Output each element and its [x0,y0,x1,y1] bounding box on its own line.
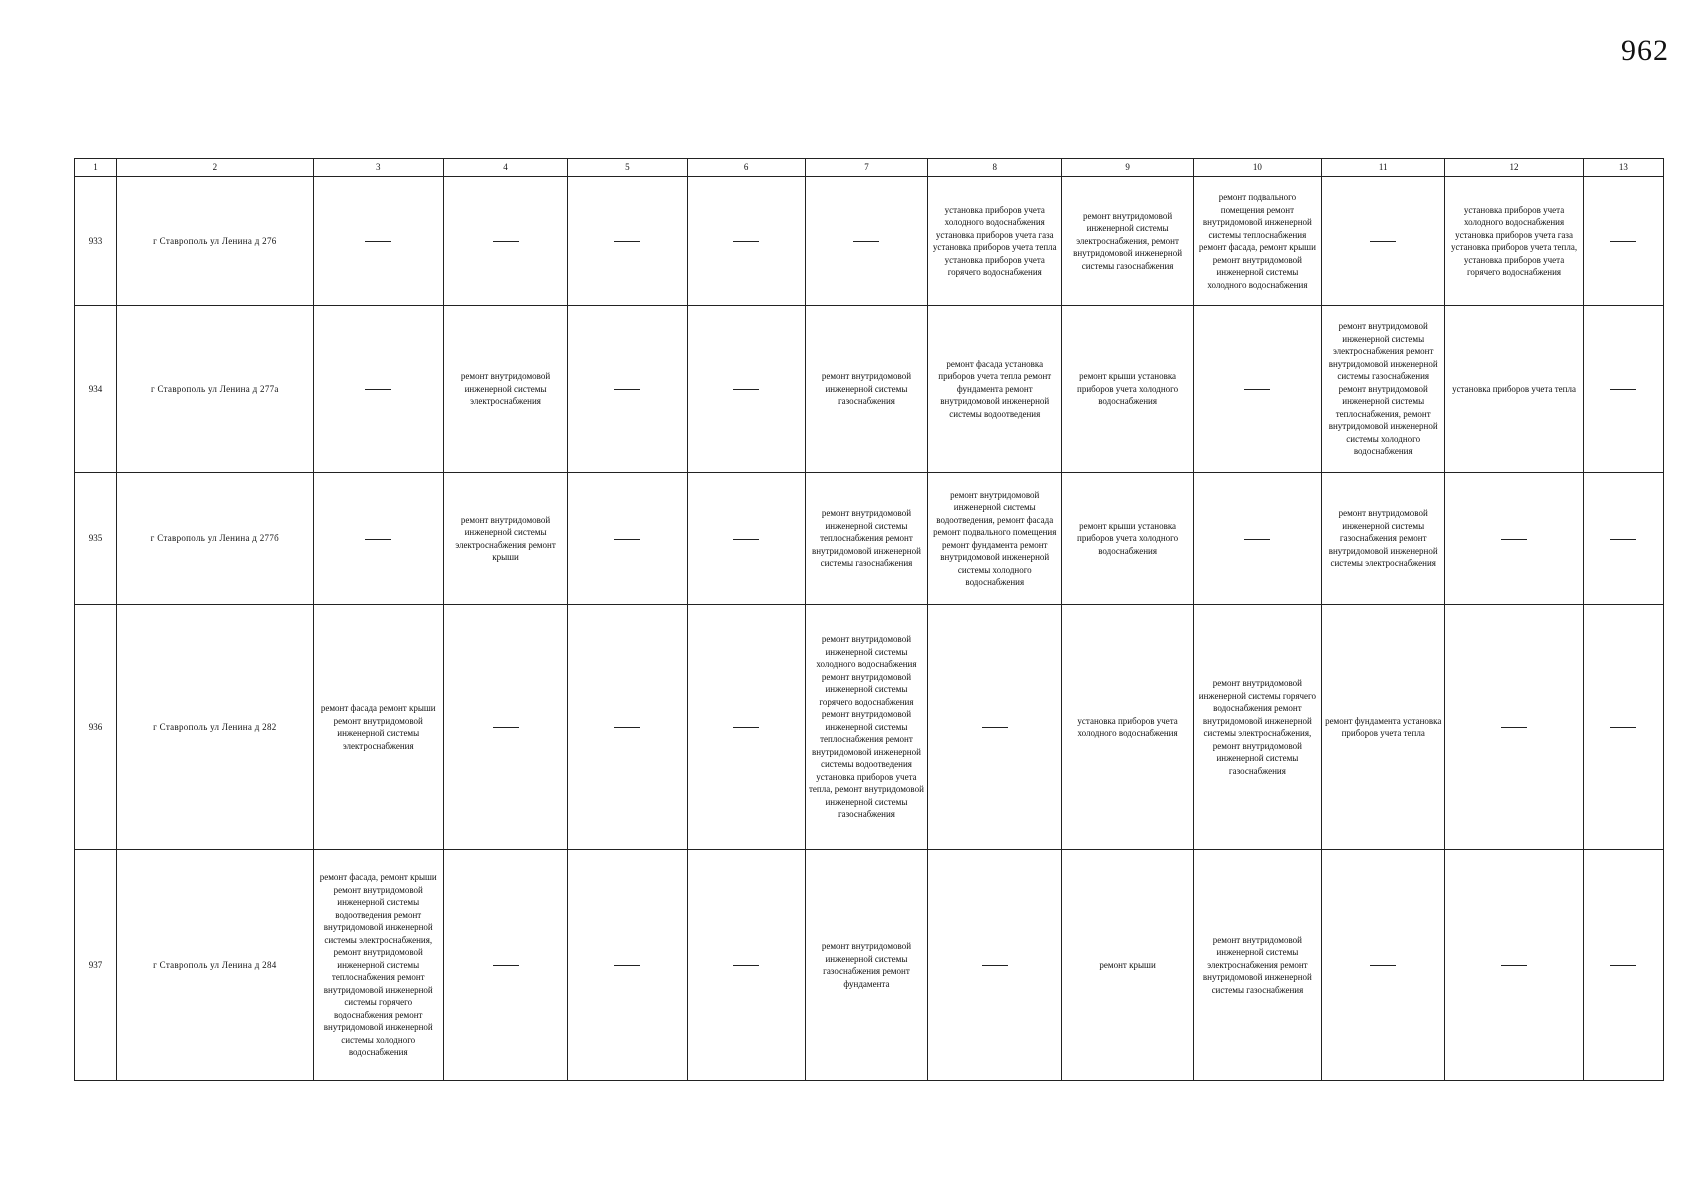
work-cell-c9: ремонт внутридомовой инженерной системы электроснабжения, ремонт внутридомовой инженерной системы газоснабжения [1062,177,1193,306]
empty-cell-c6 [687,177,805,306]
dash-mark [365,389,391,390]
dash-mark [1501,965,1527,966]
work-cell-c8: ремонт внутридомовой инженерной системы водоотведения, ремонт фасада ремонт подвального помещения ремонт фундамента ремонт внутридомовой инженерной системы холодного водоснабжения [928,473,1062,605]
col-header: 13 [1583,159,1663,177]
dash-mark [1610,241,1636,242]
address-cell: г Ставрополь ул Ленина д 282 [117,605,313,850]
dash-mark [1610,965,1636,966]
empty-cell-c6 [687,605,805,850]
empty-cell-c3 [313,306,443,473]
work-cell-c11: ремонт внутридомовой инженерной системы электроснабжения ремонт внутридомовой инженерной системы газоснабжения ремонт внутридомовой инженерной системы теплоснабжения, ремонт внутридомовой инженерной системы холодного водоснабжения [1322,306,1445,473]
work-cell-c9: ремонт крыши [1062,850,1193,1081]
empty-cell-c4 [443,177,567,306]
empty-cell-c13 [1583,306,1663,473]
row-number: 937 [75,850,117,1081]
address-cell: г Ставрополь ул Ленина д 277а [117,306,313,473]
dash-mark [614,389,640,390]
work-cell-c9: ремонт крыши установка приборов учета холодного водоснабжения [1062,473,1193,605]
dash-mark [853,241,879,242]
dash-mark [733,727,759,728]
empty-cell-c13 [1583,850,1663,1081]
table-row [75,473,1664,605]
empty-cell-c13 [1583,177,1663,306]
empty-cell-c11 [1322,850,1445,1081]
empty-cell-c8 [928,850,1062,1081]
work-cell-c7: ремонт внутридомовой инженерной системы теплоснабжения ремонт внутридомовой инженерной системы газоснабжения [805,473,927,605]
work-cell-c7: ремонт внутридомовой инженерной системы холодного водоснабжения ремонт внутридомовой инженерной системы горячего водоснабжения ремонт внутридомовой инженерной системы теплоснабжения ремонт внутридомовой инженерной системы водоотведения установка приборов учета тепла, ремонт внутридомовой инженерной системы газоснабжения [805,605,927,850]
page-number: 962 [1621,34,1669,67]
empty-cell-c13 [1583,605,1663,850]
empty-cell-c12 [1445,850,1583,1081]
dash-mark [1370,241,1396,242]
col-header: 5 [568,159,687,177]
dash-mark [1501,727,1527,728]
column-number-row [75,159,1664,177]
empty-cell-c5 [568,605,687,850]
dash-mark [733,539,759,540]
empty-cell-c6 [687,306,805,473]
empty-cell-c5 [568,473,687,605]
dash-mark [1610,539,1636,540]
dash-mark [614,727,640,728]
dash-mark [493,241,519,242]
dash-mark [733,241,759,242]
empty-cell-c4 [443,850,567,1081]
empty-cell-c13 [1583,473,1663,605]
dash-mark [614,965,640,966]
empty-cell-c6 [687,473,805,605]
empty-cell-c4 [443,605,567,850]
dash-mark [982,727,1008,728]
dash-mark [614,241,640,242]
work-cell-c7: ремонт внутридомовой инженерной системы газоснабжения ремонт фундамента [805,850,927,1081]
work-schedule-table [74,158,1664,1081]
empty-cell-c11 [1322,177,1445,306]
dash-mark [1244,389,1270,390]
col-header: 6 [687,159,805,177]
col-header: 2 [117,159,313,177]
dash-mark [365,241,391,242]
work-cell-c3: ремонт фасада, ремонт крыши ремонт внутридомовой инженерной системы водоотведения ремонт внутридомовой инженерной системы электроснабжения, ремонт внутридомовой инженерной системы теплоснабжения ремонт внутридомовой инженерной системы горячего водоснабжения ремонт внутридомовой инженерной системы холодного водоснабжения [313,850,443,1081]
address-cell: г Ставрополь ул Ленина д 276 [117,177,313,306]
empty-cell-c10 [1193,473,1321,605]
dash-mark [1610,389,1636,390]
dash-mark [733,965,759,966]
work-cell-c12: установка приборов учета холодного водоснабжения установка приборов учета газа установка приборов учета тепла, установка приборов учета горячего водоснабжения [1445,177,1583,306]
empty-cell-c6 [687,850,805,1081]
table-row [75,605,1664,850]
work-cell-c4: ремонт внутридомовой инженерной системы электроснабжения [443,306,567,473]
address-cell: г Ставрополь ул Ленина д 277б [117,473,313,605]
work-cell-c11: ремонт фундамента установка приборов учета тепла [1322,605,1445,850]
dash-mark [733,389,759,390]
work-cell-c7: ремонт внутридомовой инженерной системы газоснабжения [805,306,927,473]
work-cell-c8: установка приборов учета холодного водоснабжения установка приборов учета газа установка приборов учета тепла установка приборов учета горячего водоснабжения [928,177,1062,306]
work-cell-c10: ремонт внутридомовой инженерной системы электроснабжения ремонт внутридомовой инженерной системы газоснабжения [1193,850,1321,1081]
dash-mark [1370,965,1396,966]
empty-cell-c7 [805,177,927,306]
table-row [75,850,1664,1081]
col-header: 1 [75,159,117,177]
empty-cell-c3 [313,177,443,306]
work-cell-c4: ремонт внутридомовой инженерной системы электроснабжения ремонт крыши [443,473,567,605]
empty-cell-c10 [1193,306,1321,473]
col-header: 9 [1062,159,1193,177]
dash-mark [1244,539,1270,540]
col-header: 4 [443,159,567,177]
row-number: 936 [75,605,117,850]
dash-mark [1610,727,1636,728]
work-cell-c8: ремонт фасада установка приборов учета тепла ремонт фундамента ремонт внутридомовой инженерной системы водоотведения [928,306,1062,473]
row-number: 934 [75,306,117,473]
col-header: 10 [1193,159,1321,177]
table-row [75,177,1664,306]
empty-cell-c12 [1445,605,1583,850]
dash-mark [365,539,391,540]
dash-mark [982,965,1008,966]
empty-cell-c5 [568,306,687,473]
work-cell-c10: ремонт подвального помещения ремонт внутридомовой инженерной системы теплоснабжения ремонт фасада, ремонт крыши ремонт внутридомовой инженерной системы холодного водоснабжения [1193,177,1321,306]
dash-mark [493,965,519,966]
col-header: 7 [805,159,927,177]
work-cell-c9: установка приборов учета холодного водоснабжения [1062,605,1193,850]
row-number: 935 [75,473,117,605]
address-cell: г Ставрополь ул Ленина д 284 [117,850,313,1081]
work-cell-c10: ремонт внутридомовой инженерной системы горячего водоснабжения ремонт внутридомовой инженерной системы электроснабжения, ремонт внутридомовой инженерной системы газоснабжения [1193,605,1321,850]
work-cell-c11: ремонт внутридомовой инженерной системы газоснабжения ремонт внутридомовой инженерной системы электроснабжения [1322,473,1445,605]
col-header: 8 [928,159,1062,177]
empty-cell-c3 [313,473,443,605]
work-cell-c12: установка приборов учета тепла [1445,306,1583,473]
col-header: 3 [313,159,443,177]
empty-cell-c5 [568,177,687,306]
col-header: 11 [1322,159,1445,177]
empty-cell-c8 [928,605,1062,850]
dash-mark [493,727,519,728]
work-cell-c3: ремонт фасада ремонт крыши ремонт внутридомовой инженерной системы электроснабжения [313,605,443,850]
dash-mark [614,539,640,540]
row-number: 933 [75,177,117,306]
table-row [75,306,1664,473]
col-header: 12 [1445,159,1583,177]
dash-mark [1501,539,1527,540]
work-cell-c9: ремонт крыши установка приборов учета холодного водоснабжения [1062,306,1193,473]
empty-cell-c5 [568,850,687,1081]
empty-cell-c12 [1445,473,1583,605]
